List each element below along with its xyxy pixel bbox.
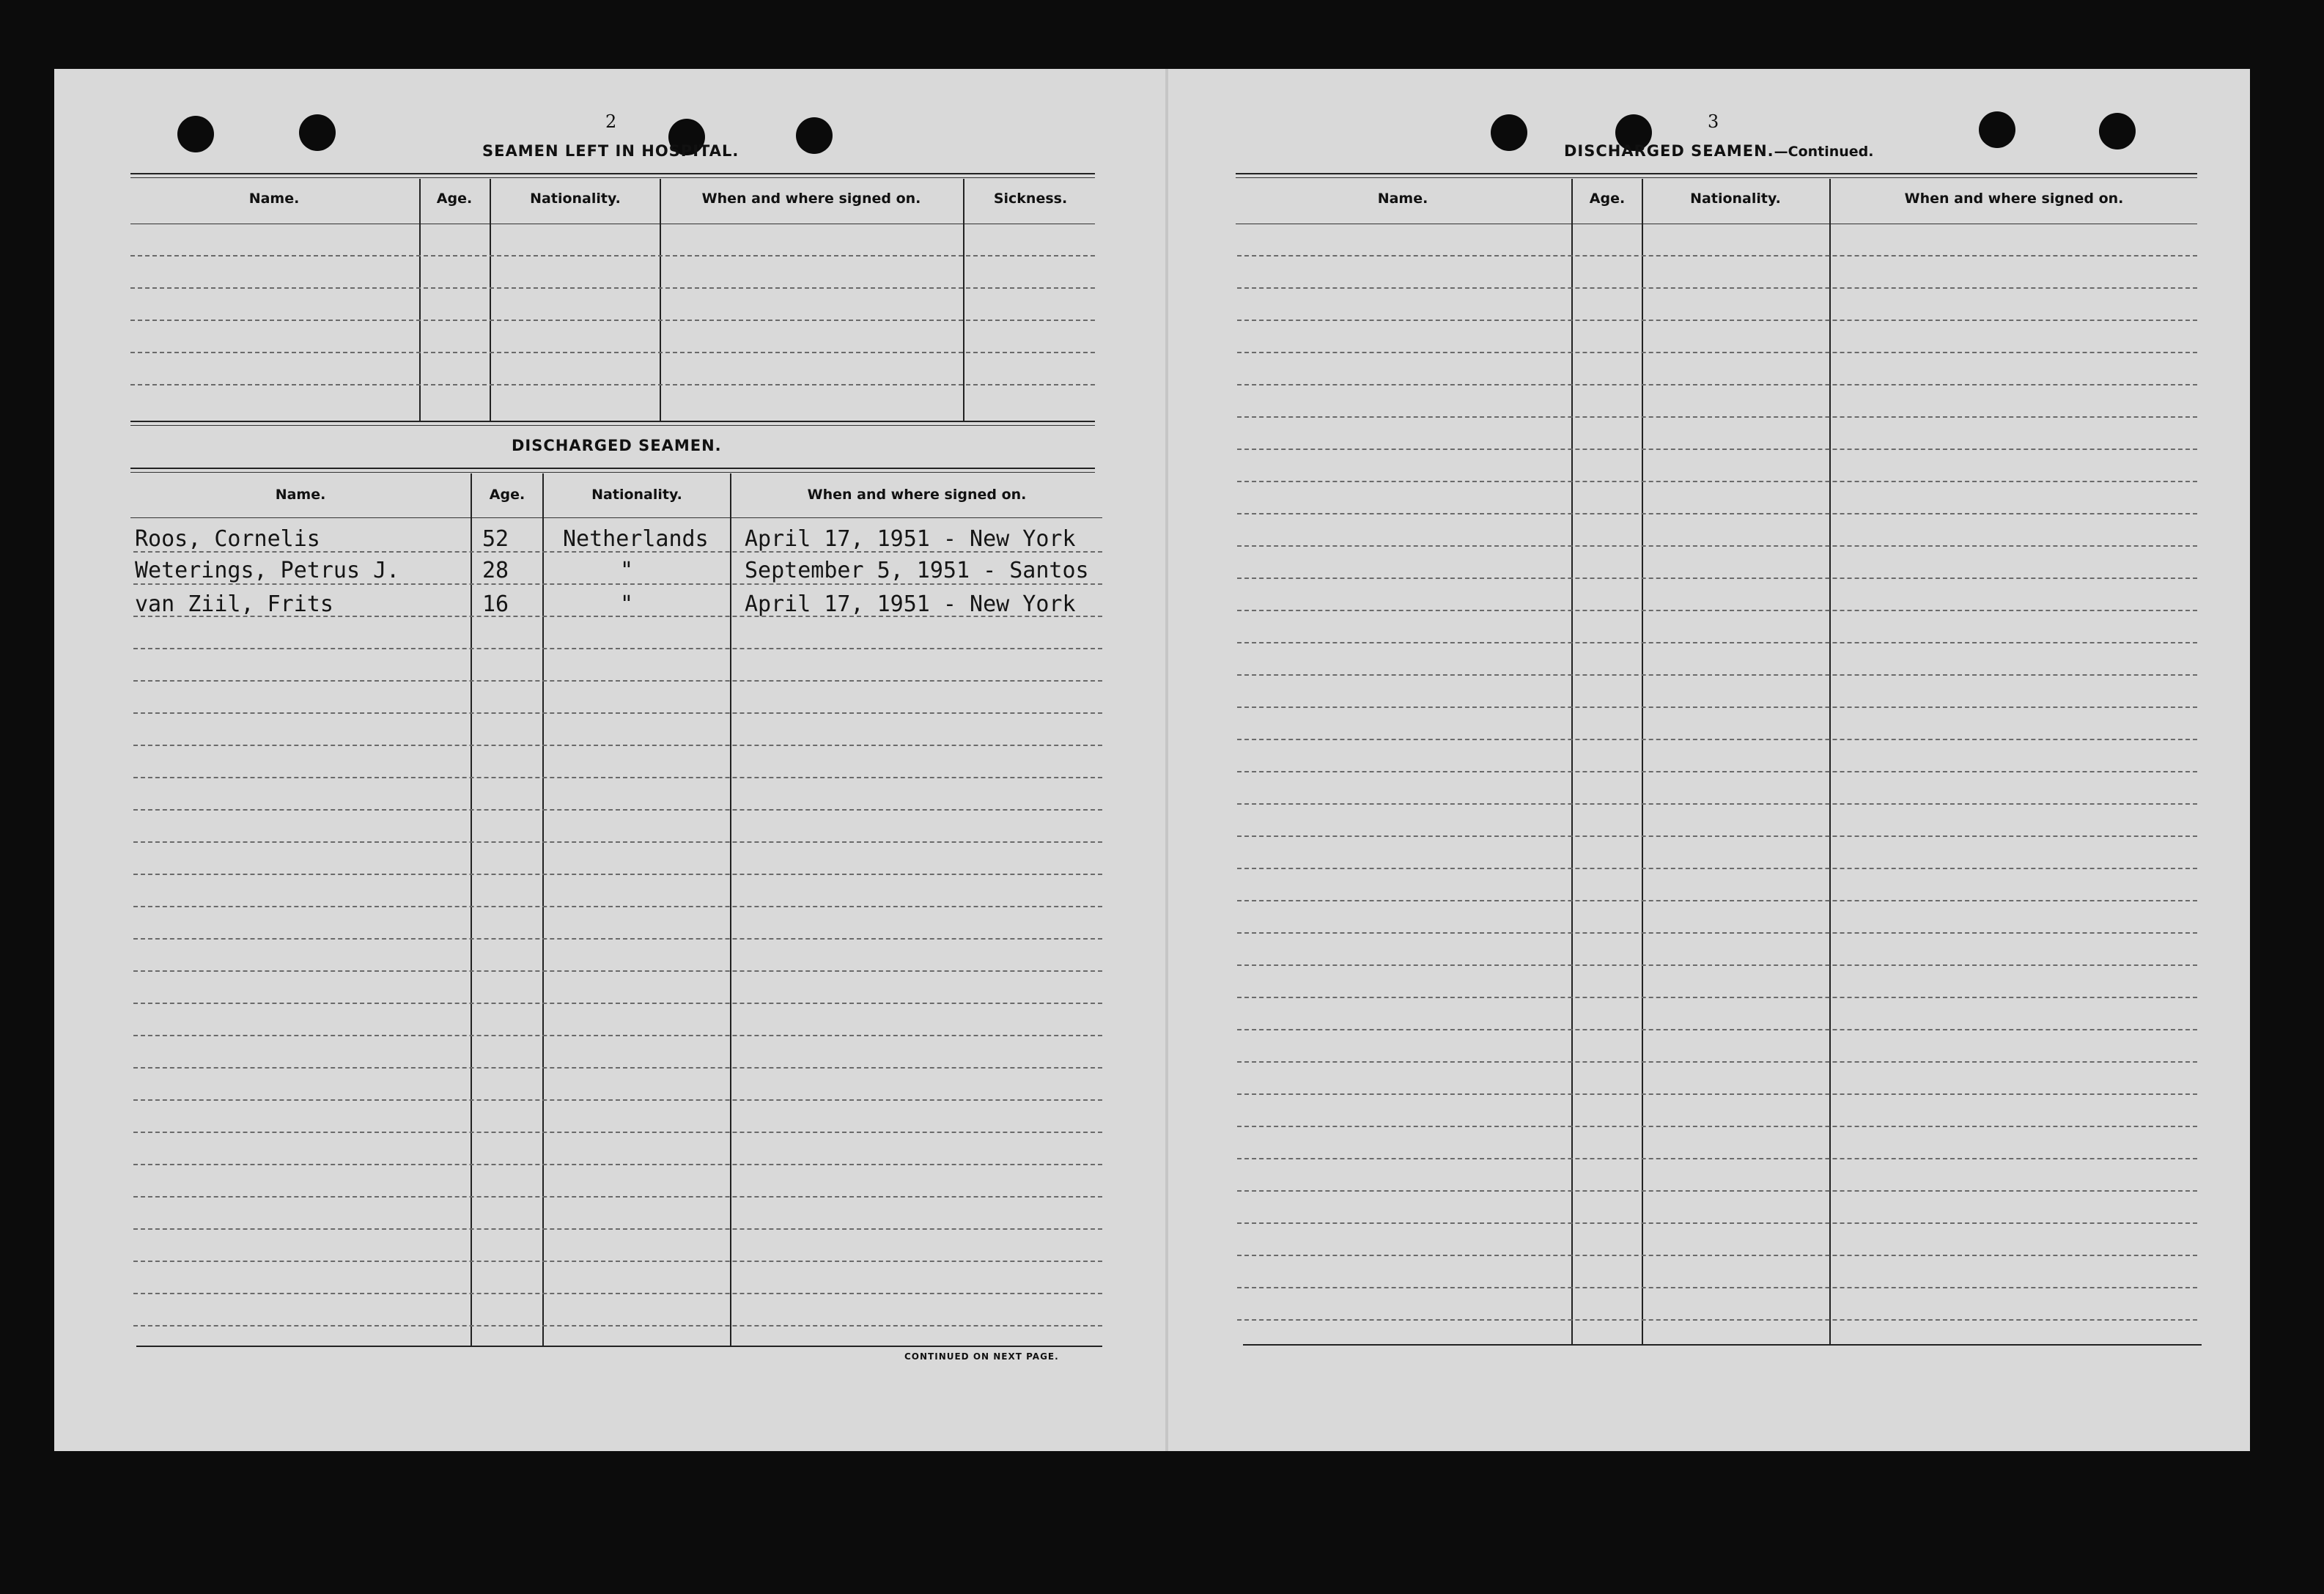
right-section-title	[1564, 142, 1874, 160]
ruled-line	[133, 1132, 1102, 1133]
ruled-line	[133, 777, 1102, 778]
hospital-section-title: SEAMEN LEFT IN HOSPITAL.	[482, 142, 739, 160]
ruled-line	[1237, 449, 2197, 450]
punch-hole	[2099, 113, 2136, 150]
ruled-line	[1237, 1158, 2197, 1159]
ruled-line	[1237, 384, 2197, 385]
ruled-line	[133, 938, 1102, 940]
ruled-line	[1237, 868, 2197, 869]
seaman-name: Weterings, Petrus J.	[135, 558, 400, 583]
ruled-line	[1237, 287, 2197, 289]
hospital-col-sickness: Sickness.	[993, 191, 1068, 207]
ruled-line	[133, 1003, 1102, 1004]
ruled-line	[1237, 964, 2197, 966]
punch-hole	[1491, 114, 1527, 151]
rule	[130, 517, 1102, 518]
ruled-line	[1237, 1222, 2197, 1224]
ruled-line	[1237, 545, 2197, 547]
ruled-line	[133, 745, 1102, 746]
ruled-line	[1237, 642, 2197, 643]
page-number-left: 2	[605, 111, 617, 132]
rule	[130, 468, 1095, 469]
ruled-line	[133, 1228, 1102, 1230]
ruled-line	[1237, 1093, 2197, 1095]
ruled-line	[133, 1261, 1102, 1262]
seaman-signed-on: September 5, 1951 - Santos	[745, 558, 1089, 583]
ruled-line	[1237, 997, 2197, 998]
continued-note: CONTINUED ON NEXT PAGE.	[904, 1351, 1059, 1362]
ruled-line	[1237, 1126, 2197, 1127]
rule	[130, 173, 1095, 174]
ruled-line	[1237, 803, 2197, 805]
ruled-line	[133, 583, 1102, 585]
column-divider	[542, 473, 544, 1347]
ruled-line	[133, 1293, 1102, 1294]
ruled-line	[1237, 481, 2197, 482]
right-col-name: Name.	[1377, 191, 1428, 207]
seaman-age: 16	[482, 591, 509, 617]
ruled-line	[130, 255, 1095, 257]
ruled-line	[1237, 932, 2197, 934]
right-title-suffix: —Continued.	[1774, 144, 1874, 160]
ruled-line	[1237, 771, 2197, 772]
hospital-col-name: Name.	[248, 191, 300, 207]
ruled-line	[1237, 835, 2197, 837]
discharged-col-nationality: Nationality.	[591, 487, 682, 503]
page-number-right: 3	[1708, 111, 1719, 132]
ruled-line	[1237, 320, 2197, 321]
ruled-line	[1237, 1061, 2197, 1063]
hospital-col-nationality: Nationality.	[530, 191, 621, 207]
seaman-name: Roos, Cornelis	[135, 526, 320, 552]
ruled-line	[130, 287, 1095, 289]
ruled-line	[133, 970, 1102, 972]
discharged-col-name: Name.	[275, 487, 326, 503]
ruled-line	[133, 1035, 1102, 1036]
ruled-line	[1237, 1319, 2197, 1321]
ruled-line	[1237, 1255, 2197, 1256]
hospital-col-signed-on: When and where signed on.	[701, 191, 921, 207]
ruled-line	[1237, 739, 2197, 740]
ruled-line	[130, 384, 1095, 385]
column-divider	[1642, 179, 1643, 1346]
punch-hole	[796, 117, 833, 154]
ruled-line	[133, 874, 1102, 875]
ruled-line	[1237, 1287, 2197, 1288]
ruled-line	[133, 841, 1102, 843]
ruled-line	[1237, 900, 2197, 901]
seaman-nationality: Netherlands	[563, 526, 709, 552]
column-divider	[1571, 179, 1573, 1346]
rule	[130, 421, 1095, 422]
ruled-line	[1237, 674, 2197, 676]
ruled-line	[1237, 352, 2197, 353]
right-col-age: Age.	[1589, 191, 1626, 207]
ruled-line	[133, 648, 1102, 649]
ruled-line	[133, 1067, 1102, 1069]
punch-hole	[299, 114, 336, 151]
ruled-line	[1237, 416, 2197, 418]
ruled-line	[1237, 1190, 2197, 1192]
discharged-section-title: DISCHARGED SEAMEN.	[512, 437, 722, 454]
column-divider	[730, 473, 731, 1347]
seaman-age: 52	[482, 526, 509, 552]
rule	[1236, 173, 2197, 174]
seaman-name: van Ziil, Frits	[135, 591, 333, 617]
ruled-line	[1237, 513, 2197, 514]
rule	[1243, 1344, 2202, 1346]
ruled-line	[133, 712, 1102, 714]
rule	[136, 1346, 1102, 1347]
discharged-col-signed-on: When and where signed on.	[807, 487, 1027, 503]
hospital-col-age: Age.	[436, 191, 473, 207]
ruled-line	[133, 906, 1102, 907]
ruled-line	[133, 809, 1102, 811]
ruled-line	[133, 1325, 1102, 1327]
ruled-line	[1237, 578, 2197, 579]
punch-hole	[1979, 111, 2015, 148]
page-fold	[1165, 69, 1168, 1451]
ruled-line	[1237, 706, 2197, 708]
ruled-line	[133, 1099, 1102, 1101]
column-divider	[1829, 179, 1831, 1346]
discharged-col-age: Age.	[489, 487, 525, 503]
punch-hole	[177, 116, 214, 152]
seaman-nationality: "	[620, 558, 634, 583]
rule	[130, 472, 1095, 473]
ruled-line	[133, 1164, 1102, 1165]
seaman-signed-on: April 17, 1951 - New York	[745, 591, 1076, 617]
seaman-nationality: "	[620, 591, 634, 617]
ruled-line	[1237, 1029, 2197, 1030]
ruled-line	[1237, 610, 2197, 611]
right-title-main: DISCHARGED SEAMEN.	[1564, 142, 1774, 160]
column-divider	[471, 473, 472, 1347]
ruled-line	[133, 1196, 1102, 1198]
ruled-line	[130, 320, 1095, 321]
ruled-line	[1237, 255, 2197, 257]
rule	[130, 425, 1095, 426]
ruled-line	[130, 352, 1095, 353]
seaman-age: 28	[482, 558, 509, 583]
right-col-nationality: Nationality.	[1690, 191, 1781, 207]
seaman-signed-on: April 17, 1951 - New York	[745, 526, 1076, 552]
rule	[1236, 177, 2197, 178]
rule	[130, 177, 1095, 178]
ruled-line	[133, 680, 1102, 682]
document-sheet	[54, 69, 2250, 1451]
right-col-signed-on: When and where signed on.	[1904, 191, 2124, 207]
